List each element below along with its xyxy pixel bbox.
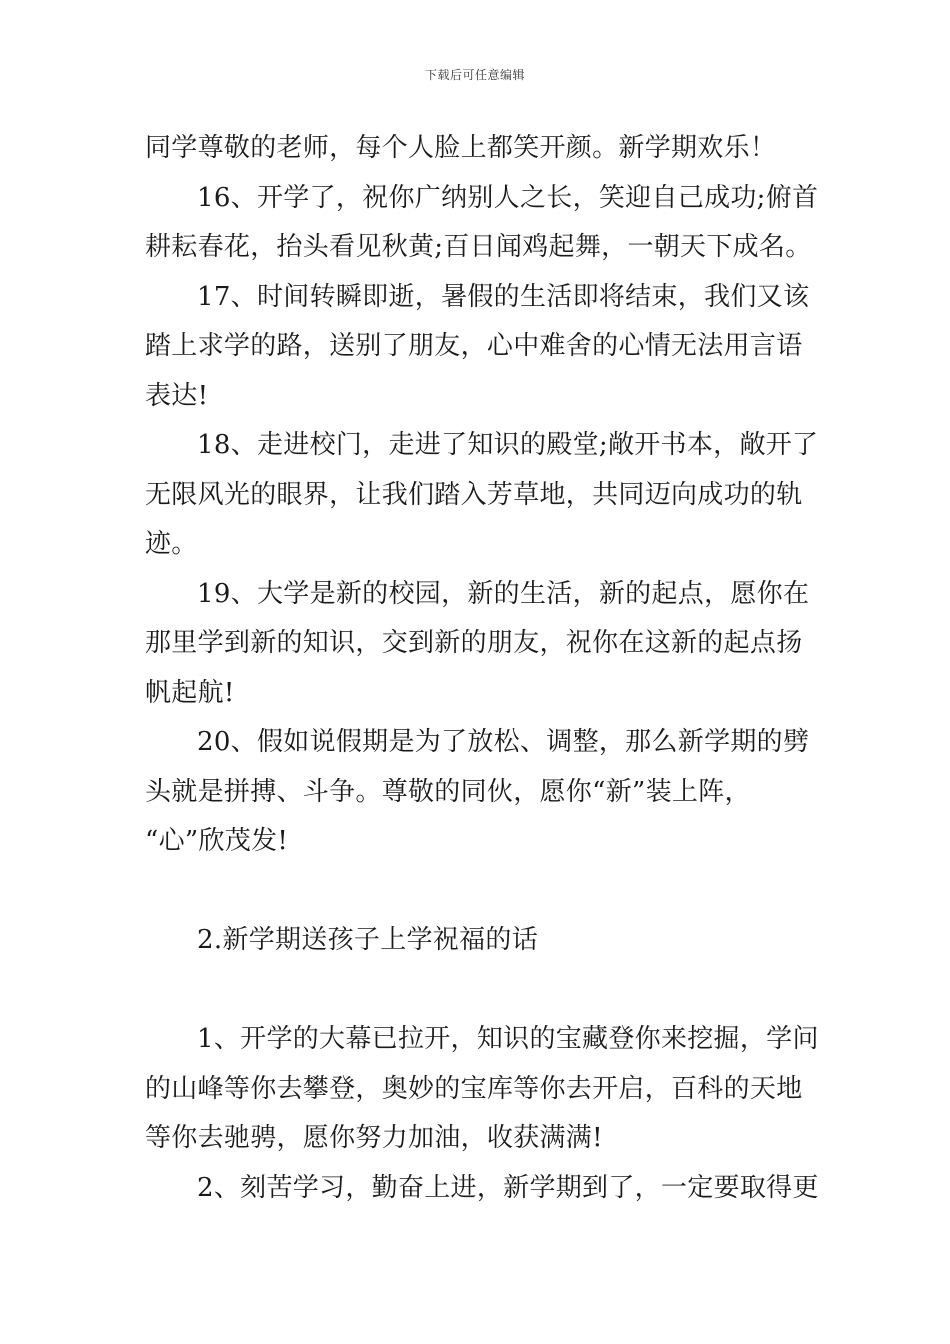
text-line: 17、时间转瞬即逝，暑假的生活即将结束，我们又该 xyxy=(197,281,810,312)
text-line: 18、走进校门，走进了知识的殿堂;敞开书本，敞开了 xyxy=(197,430,819,460)
text-line: 的山峰等你去攀登，奥妙的宝库等你去开启，百科的天地 xyxy=(145,1073,803,1104)
text-line: 2、刻苦学习，勤奋上进，新学期到了，一定要取得更 xyxy=(197,1172,819,1203)
text-line: 表达! xyxy=(145,380,209,411)
text-line: 无限风光的眼界，让我们踏入芳草地，共同迈向成功的轨 xyxy=(145,479,803,510)
text-line: 头就是拼搏、斗争。尊敬的同伙，愿你“新”装上阵， xyxy=(145,776,751,807)
text-line: 迹。 xyxy=(145,529,198,559)
text-line: 踏上求学的路，送别了朋友，心中难舍的心情无法用言语 xyxy=(145,331,803,361)
section-heading: 2.新学期送孩子上学祝福的话 xyxy=(197,925,539,955)
text-line: “心”欣茂发! xyxy=(145,826,289,856)
text-line: 1、开学的大幕已拉开，知识的宝藏登你来挖掘，学问 xyxy=(197,1024,819,1054)
document-body xyxy=(145,124,819,1213)
text-line: 同学尊敬的老师，每个人脸上都笑开颜。新学期欢乐！ xyxy=(145,133,777,163)
text-line: 那里学到新的知识，交到新的朋友，祝你在这新的起点扬 xyxy=(145,628,803,658)
blank-line xyxy=(145,966,810,1016)
page-header: 下载后可任意编辑 xyxy=(424,68,525,82)
text-line: 帆起航! xyxy=(145,677,235,708)
text-line: 耕耘春花，抬头看见秋黄;百日闻鸡起舞，一朝天下成名。 xyxy=(145,232,812,262)
blank-line xyxy=(145,867,810,917)
text-line: 20、假如说假期是为了放松、调整，那么新学期的劈 xyxy=(197,727,810,757)
text-line: 16、开学了，祝你广纳别人之长，笑迎自己成功;俯首 xyxy=(197,182,819,213)
text-line: 等你去驰骋，愿你努力加油，收获满满! xyxy=(145,1123,603,1153)
text-line: 19、大学是新的校园，新的生活，新的起点，愿你在 xyxy=(197,578,810,609)
